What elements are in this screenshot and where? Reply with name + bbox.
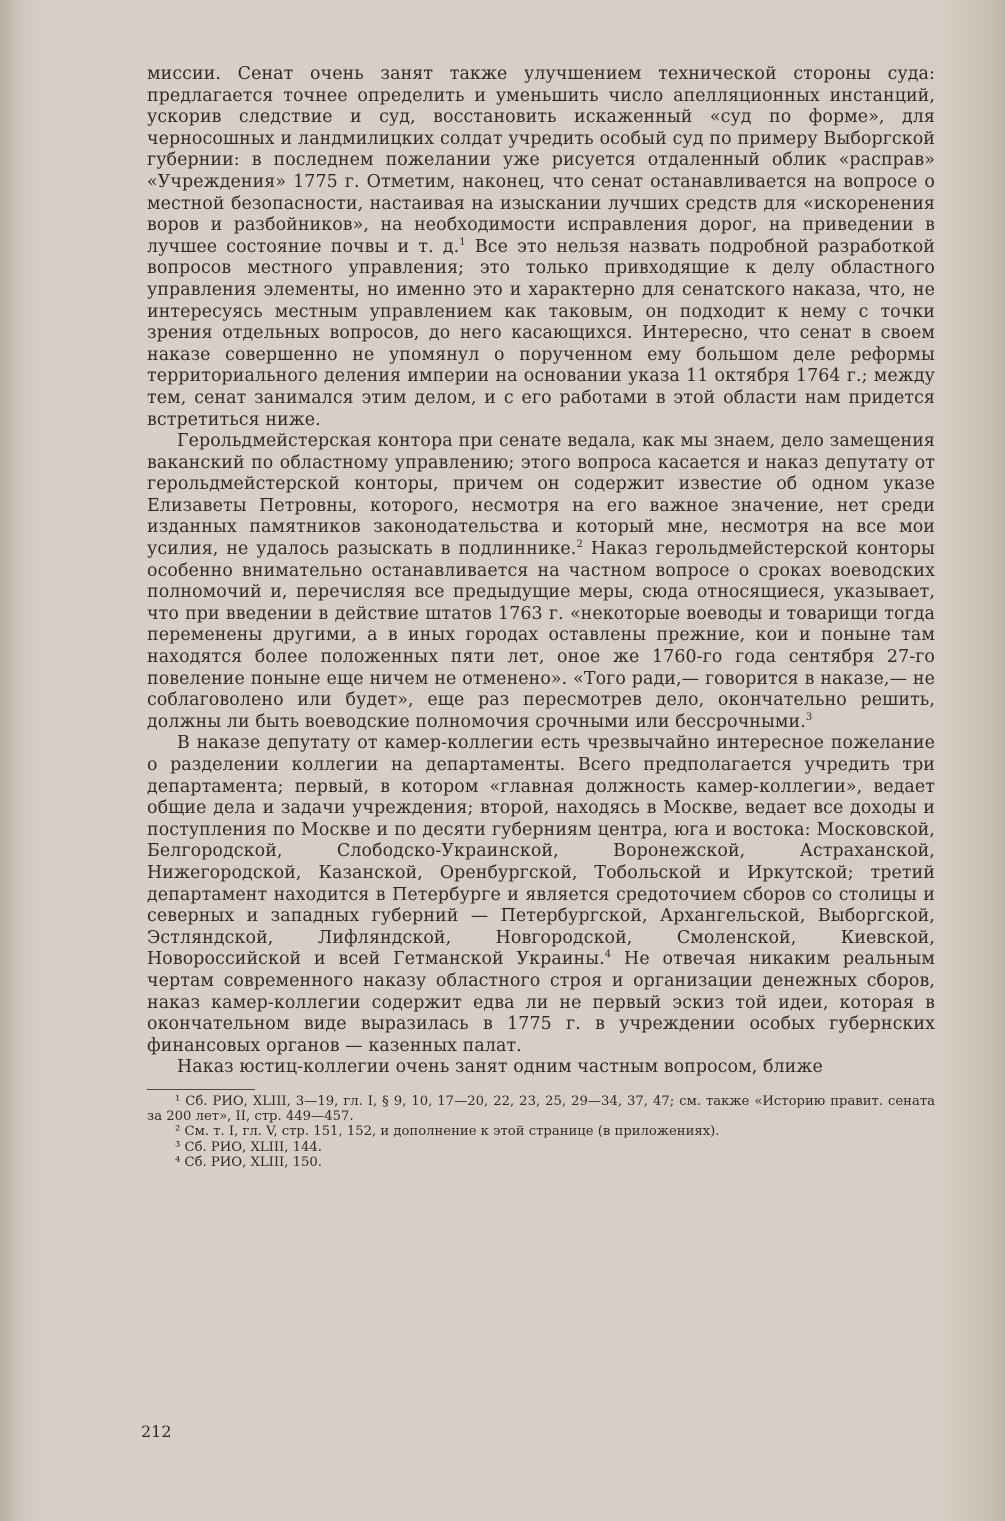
paragraph-2-text: Герольдмейстерская контора при сенате ведала, как мы знаем, дело замещения ваканский по областному управлению; этого вопроса касается и наказ депутату от герольдмейстерской конторы, причем он содержит известие об одном указе Елизаветы Петровны, которого, несмотря на его важное значение, нет среди изданных памятников законодательства и который мне, несмотря на все мои усилия, не удалось разыскать в подлиннике. <box>147 431 935 560</box>
paragraph-1 <box>147 64 935 431</box>
footnote-1: ¹ Сб. РИО, XLIII, 3—19, гл. I, § 9, 10, 17—20, 22, 23, 25, 29—34, 37, 47; см. также «Историю правит. сената за 200 лет», II, стр. 449—457. <box>147 1093 935 1125</box>
paragraph-3-tail: Не отвечая никаким реальным чертам современного наказу областного строя и организации денежных сборов, наказ камер-коллегии содержит едва ли не первый эскиз той идеи, которая в окончательном виде выразилась в 1775 г. в учреждении особых губернских финансовых органов — казенных палат. <box>147 949 935 1056</box>
paragraph-3-text: В наказе депутату от камер-коллегии есть чрезвычайно интересное пожелание о разделении коллегии на департаменты. Всего предполагается учредить три департамента; первый, в котором «главная должность камер-коллегии», ведает общие дела и задачи учреждения; второй, находясь в Москве, ведает все доходы и поступления по Москве и по десяти губерниям центра, юга и востока: Московской, Белгородской, Слободско-Украинской, Воронежской, Астраханской, Нижегородской, Казанской, Оренбургской, Тобольской и Иркутской; третий департамент находится в Петербурге и является средоточием сборов со столицы и северных и западных губерний — Петербургской, Архангельской, Выборгской, Эстляндской, Лифляндской, Новгородской, Смоленской, Киевской, Новороссийской и всей Гетманской Украины. <box>147 733 935 970</box>
paragraph-1-tail: Все это нельзя назвать подробной разработкой вопросов местного управления; это только привходящие к делу областного управления элементы, но именно это и характерно для сенатского наказа, что, не интересуясь местным управлением как таковым, он подходит к нему с точки зрения отдельных вопросов, до него касающихся. Интересно, что сенат в своем наказе совершенно не упомянул о порученном ему большом деле реформы территориального деления империи на основании указа 11 октября 1764 г.; между тем, сенат занимался этим делом, и с его работами в этой области нам придется встретиться ниже. <box>147 236 935 430</box>
paragraph-3 <box>147 733 935 1057</box>
footnote-ref-3[interactable]: 3 <box>805 712 813 724</box>
footnote-2: ² См. т. I, гл. V, стр. 151, 152, и дополнение к этой странице (в приложениях). <box>175 1124 720 1140</box>
paragraph-4 <box>147 1057 935 1079</box>
page-text-block <box>147 64 935 1170</box>
footnote-divider <box>147 1089 255 1090</box>
paragraph-2-tail: Наказ герольдмейстерской конторы особенно внимательно останавливается на частном вопросе о сроках воеводских полномочий и, перечисляя все предыдущие меры, сюда относящиеся, указывает, что при введении в действие штатов 1763 г. «некоторые воеводы и товарищи тогда переменены другими, а в иных городах оставлены прежние, кои и поныне там находятся более положенных пяти лет, оное же 1760-го года сентября 27-го повеление поныне еще ничем не отменено». «Того ради,— говорится в наказе,— не соблаговолено или будет», еще раз пересмотрев дело, окончательно решить, должны ли быть воеводские полномочия срочными или бессрочными. <box>147 539 935 732</box>
footnote-3: ³ Сб. РИО, XLIII, 144. <box>175 1139 322 1155</box>
footnote-ref-1[interactable]: 1 <box>459 236 466 248</box>
paragraph-2 <box>147 431 935 733</box>
footnote-4: ⁴ Сб. РИО, XLIII, 150. <box>175 1154 322 1170</box>
paragraph-1-text: миссии. Сенат очень занят также улучшением технической стороны суда: предлагается точнее определить и уменьшить число апелляционных инстанций, ускорив следствие и суд, восстановить искаженный «суд по форме», для черносошных и ландмилицких солдат учредить особый суд по примеру Выборгской губернии: в последнем пожелании уже рисуется отдаленный облик «расправ» «Учреждения» 1775 г. Отметим, наконец, что сенат останавливается на вопросе о местной безопасности, настаивая на изыскании лучших средств для «искоренения воров и разбойников», на необходимости исправления дорог, на приведении в лучшее состояние почвы и т. д. <box>147 64 935 257</box>
footnotes <box>147 1094 935 1170</box>
footnote-ref-4[interactable]: 4 <box>604 949 612 961</box>
paragraph-4-text: Наказ юстиц-коллегии очень занят одним частным вопросом, ближе <box>177 1057 823 1078</box>
footnote-ref-2[interactable]: 2 <box>576 539 583 551</box>
page-number: 212 <box>141 1422 172 1441</box>
